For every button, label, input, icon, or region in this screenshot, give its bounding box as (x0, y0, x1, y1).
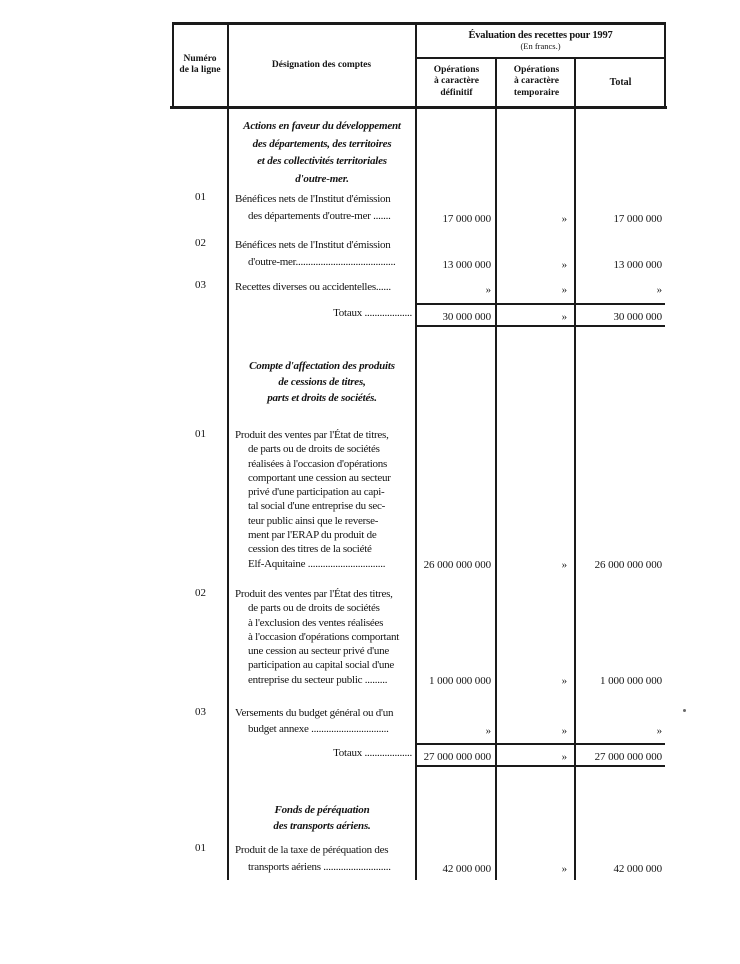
section-title (228, 803, 416, 834)
row-number: 03 (195, 279, 206, 291)
header-operations-definitif (416, 58, 497, 106)
totals-operations-temporaire: » (561, 751, 567, 764)
value-total: 1 000 000 000 (600, 675, 662, 688)
row-number: 02 (195, 237, 206, 249)
designation-line: privé d'une participation au capi- (248, 486, 385, 499)
header-evaluation-title: Évaluation des recettes pour 1997 (468, 30, 613, 41)
value-operations-temporaire: » (561, 675, 567, 688)
designation-line: de parts ou de droits de sociétés (248, 443, 380, 456)
row-designation (228, 428, 416, 571)
designation-line: ment par l'ERAP du produit de (248, 529, 377, 542)
value-operations-temporaire: » (561, 284, 567, 296)
row-designation (228, 237, 416, 271)
value-operations-definitif: » (485, 725, 491, 738)
value-operations-temporaire: » (561, 725, 567, 738)
value-operations-temporaire: » (561, 863, 567, 876)
designation-line: à l'occasion d'opérations comportant (248, 630, 400, 643)
row-number: 02 (195, 586, 206, 599)
designation-line: Elf-Aquitaine ............................... (248, 557, 386, 570)
header-evaluation (416, 24, 665, 57)
totals-operations-definitif: 27 000 000 000 (423, 751, 491, 764)
row-designation (228, 191, 416, 225)
table-body (173, 110, 665, 875)
totals-total: 27 000 000 000 (594, 751, 662, 764)
scan-artifact-dot (683, 709, 686, 712)
value-operations-temporaire: » (561, 213, 567, 225)
row-designation (228, 587, 416, 687)
designation-line: Bénéfices nets de l'Institut d'émission (235, 239, 391, 251)
header-designation-label: Désignation des comptes (271, 60, 372, 70)
section-title-line: des départements, des territoires (252, 137, 392, 150)
section-title-line: d'outre-mer. (295, 172, 349, 185)
value-total: 17 000 000 (613, 213, 662, 225)
value-operations-definitif: 42 000 000 (442, 863, 491, 876)
account-row (173, 842, 665, 875)
designation-line: Versements du budget général ou d'un (235, 707, 394, 720)
header-temp-line3: temporaire (513, 87, 560, 98)
header-numero-line2: de la ligne (179, 65, 221, 75)
section-title-line: Fonds de péréquation (274, 804, 370, 817)
designation-line: réalisées à l'occasion d'opérations (248, 457, 388, 470)
row-number: 01 (195, 428, 206, 440)
header-operations-temporaire (497, 58, 576, 106)
designation-line: entreprise du secteur public ......... (248, 673, 388, 686)
designation-line: Bénéfices nets de l'Institut d'émission (235, 193, 391, 205)
totals-row (173, 743, 665, 767)
totals-label: Totaux ................... (333, 747, 412, 760)
designation-line: Produit des ventes par l'État des titres, (235, 587, 393, 600)
section-title (228, 118, 416, 188)
value-total: » (656, 725, 662, 738)
header-designation (227, 24, 416, 106)
section-title-line: parts et droits de sociétés. (267, 392, 377, 404)
table-header (173, 24, 665, 106)
designation-line: cession des titres de la société (248, 543, 372, 556)
header-evaluation-subtitle: (En francs.) (520, 41, 561, 51)
header-temp-line1: Opérations (513, 64, 560, 75)
designation-line: teur public ainsi que le reverse- (248, 514, 379, 527)
designation-line: une cession au secteur privé d'une (248, 645, 390, 658)
row-number: 01 (195, 842, 206, 855)
header-def-line3: définitif (440, 87, 473, 98)
section-title-line: Actions en faveur du développement (243, 120, 401, 132)
designation-line: de parts ou de droits de sociétés (248, 602, 380, 615)
designation-line: comportant une cession au secteur (248, 471, 391, 484)
section-title-line: des transports aériens. (273, 819, 371, 832)
totals-operations-definitif: 30 000 000 (442, 311, 491, 323)
row-number: 03 (195, 706, 206, 719)
value-operations-definitif: 26 000 000 000 (423, 558, 491, 571)
header-def-line1: Opérations (433, 64, 480, 75)
row-designation (228, 842, 416, 875)
designation-line: Recettes diverses ou accidentelles...... (235, 281, 391, 293)
section-title (228, 358, 416, 406)
designation-line: participation au capital social d'une (248, 659, 395, 672)
header-temp-line2: à caractère (514, 76, 559, 87)
designation-line: d'outre-mer........................................ (248, 256, 396, 268)
row-designation (228, 706, 416, 737)
value-operations-temporaire: » (561, 558, 567, 571)
section-title-line: et des collectivités territoriales (257, 155, 387, 167)
value-operations-definitif: 17 000 000 (442, 213, 491, 225)
value-operations-definitif: » (485, 284, 491, 296)
designation-line: Produit des ventes par l'État de titres, (235, 429, 389, 441)
section-title-line: Compte d'affectation des produits (249, 360, 395, 372)
header-bottom-rule (170, 106, 667, 109)
account-row (173, 279, 665, 296)
account-row (173, 587, 665, 687)
value-operations-temporaire: » (561, 259, 567, 271)
value-total: 13 000 000 (613, 259, 662, 271)
account-row (173, 706, 665, 737)
section-title-line: de cessions de titres, (278, 376, 366, 388)
header-numero (173, 24, 227, 106)
designation-line: à l'exclusion des ventes réalisées (248, 616, 384, 629)
account-row (173, 237, 665, 271)
header-total (576, 58, 665, 106)
value-operations-definitif: 1 000 000 000 (429, 675, 491, 688)
header-def-line2: à caractère (434, 76, 479, 87)
header-numero-line1: Numéro (183, 54, 217, 64)
account-row (173, 191, 665, 225)
row-designation (228, 279, 416, 296)
account-row (173, 428, 665, 571)
value-total: 42 000 000 (613, 863, 662, 876)
designation-line: des départements d'outre-mer ....... (248, 210, 391, 222)
designation-line: tal social d'une entreprise du sec- (248, 500, 386, 513)
header-total-label: Total (609, 76, 632, 88)
row-number: 01 (195, 191, 206, 203)
value-total: » (656, 284, 662, 296)
designation-line: budget annexe ............................... (248, 722, 389, 735)
totals-operations-temporaire: » (561, 311, 567, 323)
totals-row (173, 303, 665, 327)
totals-label: Totaux ................... (333, 307, 412, 319)
designation-line: Produit de la taxe de péréquation des (235, 844, 389, 857)
totals-total: 30 000 000 (613, 311, 662, 323)
value-total: 26 000 000 000 (594, 558, 662, 571)
value-operations-definitif: 13 000 000 (442, 259, 491, 271)
designation-line: transports aériens ........................... (248, 860, 391, 873)
